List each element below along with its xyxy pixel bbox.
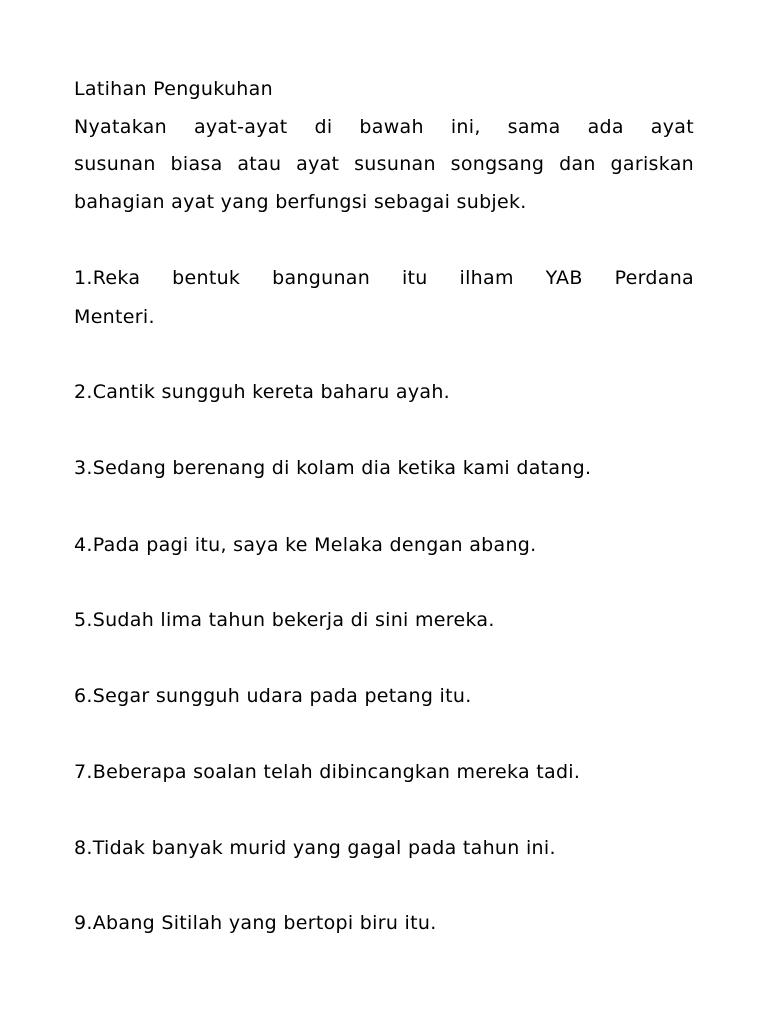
question-2: 2.Cantik sungguh kereta baharu ayah. — [74, 381, 451, 403]
question-3: 3.Sedang berenang di kolam dia ketika kami datang. — [74, 457, 592, 479]
question-4: 4.Pada pagi itu, saya ke Melaka dengan abang. — [74, 534, 537, 556]
question-8: 8.Tidak banyak murid yang gagal pada tahun ini. — [74, 837, 556, 859]
instruction-line-2: susunan biasa atau ayat susunan songsang dan gariskan — [74, 153, 694, 175]
question-6: 6.Segar sungguh udara pada petang itu. — [74, 685, 472, 707]
question-1-line-1: 1.Reka bentuk bangunan itu ilham YAB Perdana — [74, 267, 694, 289]
question-5: 5.Sudah lima tahun bekerja di sini mereka. — [74, 609, 495, 631]
instruction-line-1: Nyatakan ayat-ayat di bawah ini, sama ada ayat — [74, 116, 694, 138]
question-9: 9.Abang Sitilah yang bertopi biru itu. — [74, 912, 437, 934]
question-7: 7.Beberapa soalan telah dibincangkan mereka tadi. — [74, 761, 581, 783]
instruction-line-3: bahagian ayat yang berfungsi sebagai subjek. — [74, 191, 527, 213]
exercise-title: Latihan Pengukuhan — [74, 78, 273, 100]
question-1-line-2: Menteri. — [74, 306, 155, 328]
